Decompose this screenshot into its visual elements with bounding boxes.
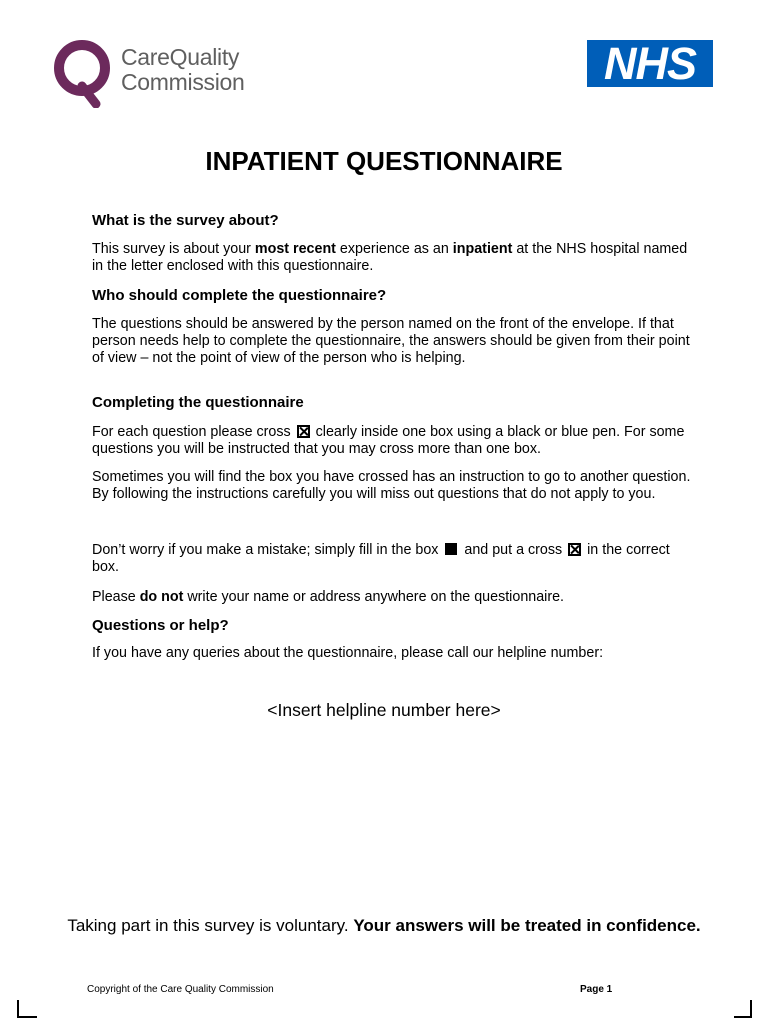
- cqc-q-icon: [52, 38, 116, 108]
- paragraph-survey-about: This survey is about your most recent experience as an inpatient at the NHS hospital named in the letter enclosed with this questionnaire.: [92, 241, 688, 274]
- footer-page-number: Page 1: [580, 984, 613, 995]
- voluntary-statement: Taking part in this survey is voluntary. Your answers will be treated in confidence.: [67, 916, 701, 935]
- crop-mark-left: [17, 1016, 37, 1018]
- cqc-logo-line2: Commission: [121, 69, 245, 95]
- heading-questions-help: Questions or help?: [92, 617, 229, 634]
- cqc-logo: [52, 38, 282, 108]
- nhs-logo: NHS: [587, 40, 713, 87]
- helpline-placeholder: <Insert helpline number here>: [267, 700, 501, 720]
- heading-who-complete: Who should complete the questionnaire?: [92, 287, 387, 304]
- heading-survey-about: What is the survey about?: [92, 212, 279, 229]
- paragraph-helpline-intro: If you have any queries about the questionnaire, please call our helpline number:: [92, 645, 604, 661]
- crossed-box-icon: [297, 425, 310, 438]
- paragraph-do-not-write: Please do not write your name or address anywhere on the questionnaire.: [92, 589, 565, 605]
- paragraph-cross-instructions: For each question please cross clearly inside one box using a black or blue pen. For some questions you will be instructed that you may cross more than one box.: [92, 424, 685, 457]
- filled-box-icon: [445, 543, 457, 555]
- crossed-box-icon: [568, 543, 581, 556]
- heading-completing: Completing the questionnaire: [92, 394, 304, 411]
- paragraph-instructions-follow: Sometimes you will find the box you have crossed has an instruction to go to another question. By following the instructions carefully you will miss out questions that do not apply to you.: [92, 469, 691, 502]
- crop-mark-right: [734, 1016, 752, 1018]
- cqc-logo-line1: CareQuality: [121, 44, 240, 70]
- paragraph-who-complete: The questions should be answered by the person named on the front of the envelope. If that person needs help to complete the questionnaire, the answers should be given from their point of view – not the point of view of the person who is helping.: [92, 316, 690, 366]
- page-title: INPATIENT QUESTIONNAIRE: [205, 146, 563, 176]
- paragraph-mistake: Don’t worry if you make a mistake; simply fill in the box and put a cross in the correct box.: [92, 542, 670, 575]
- footer-copyright: Copyright of the Care Quality Commission: [87, 984, 274, 995]
